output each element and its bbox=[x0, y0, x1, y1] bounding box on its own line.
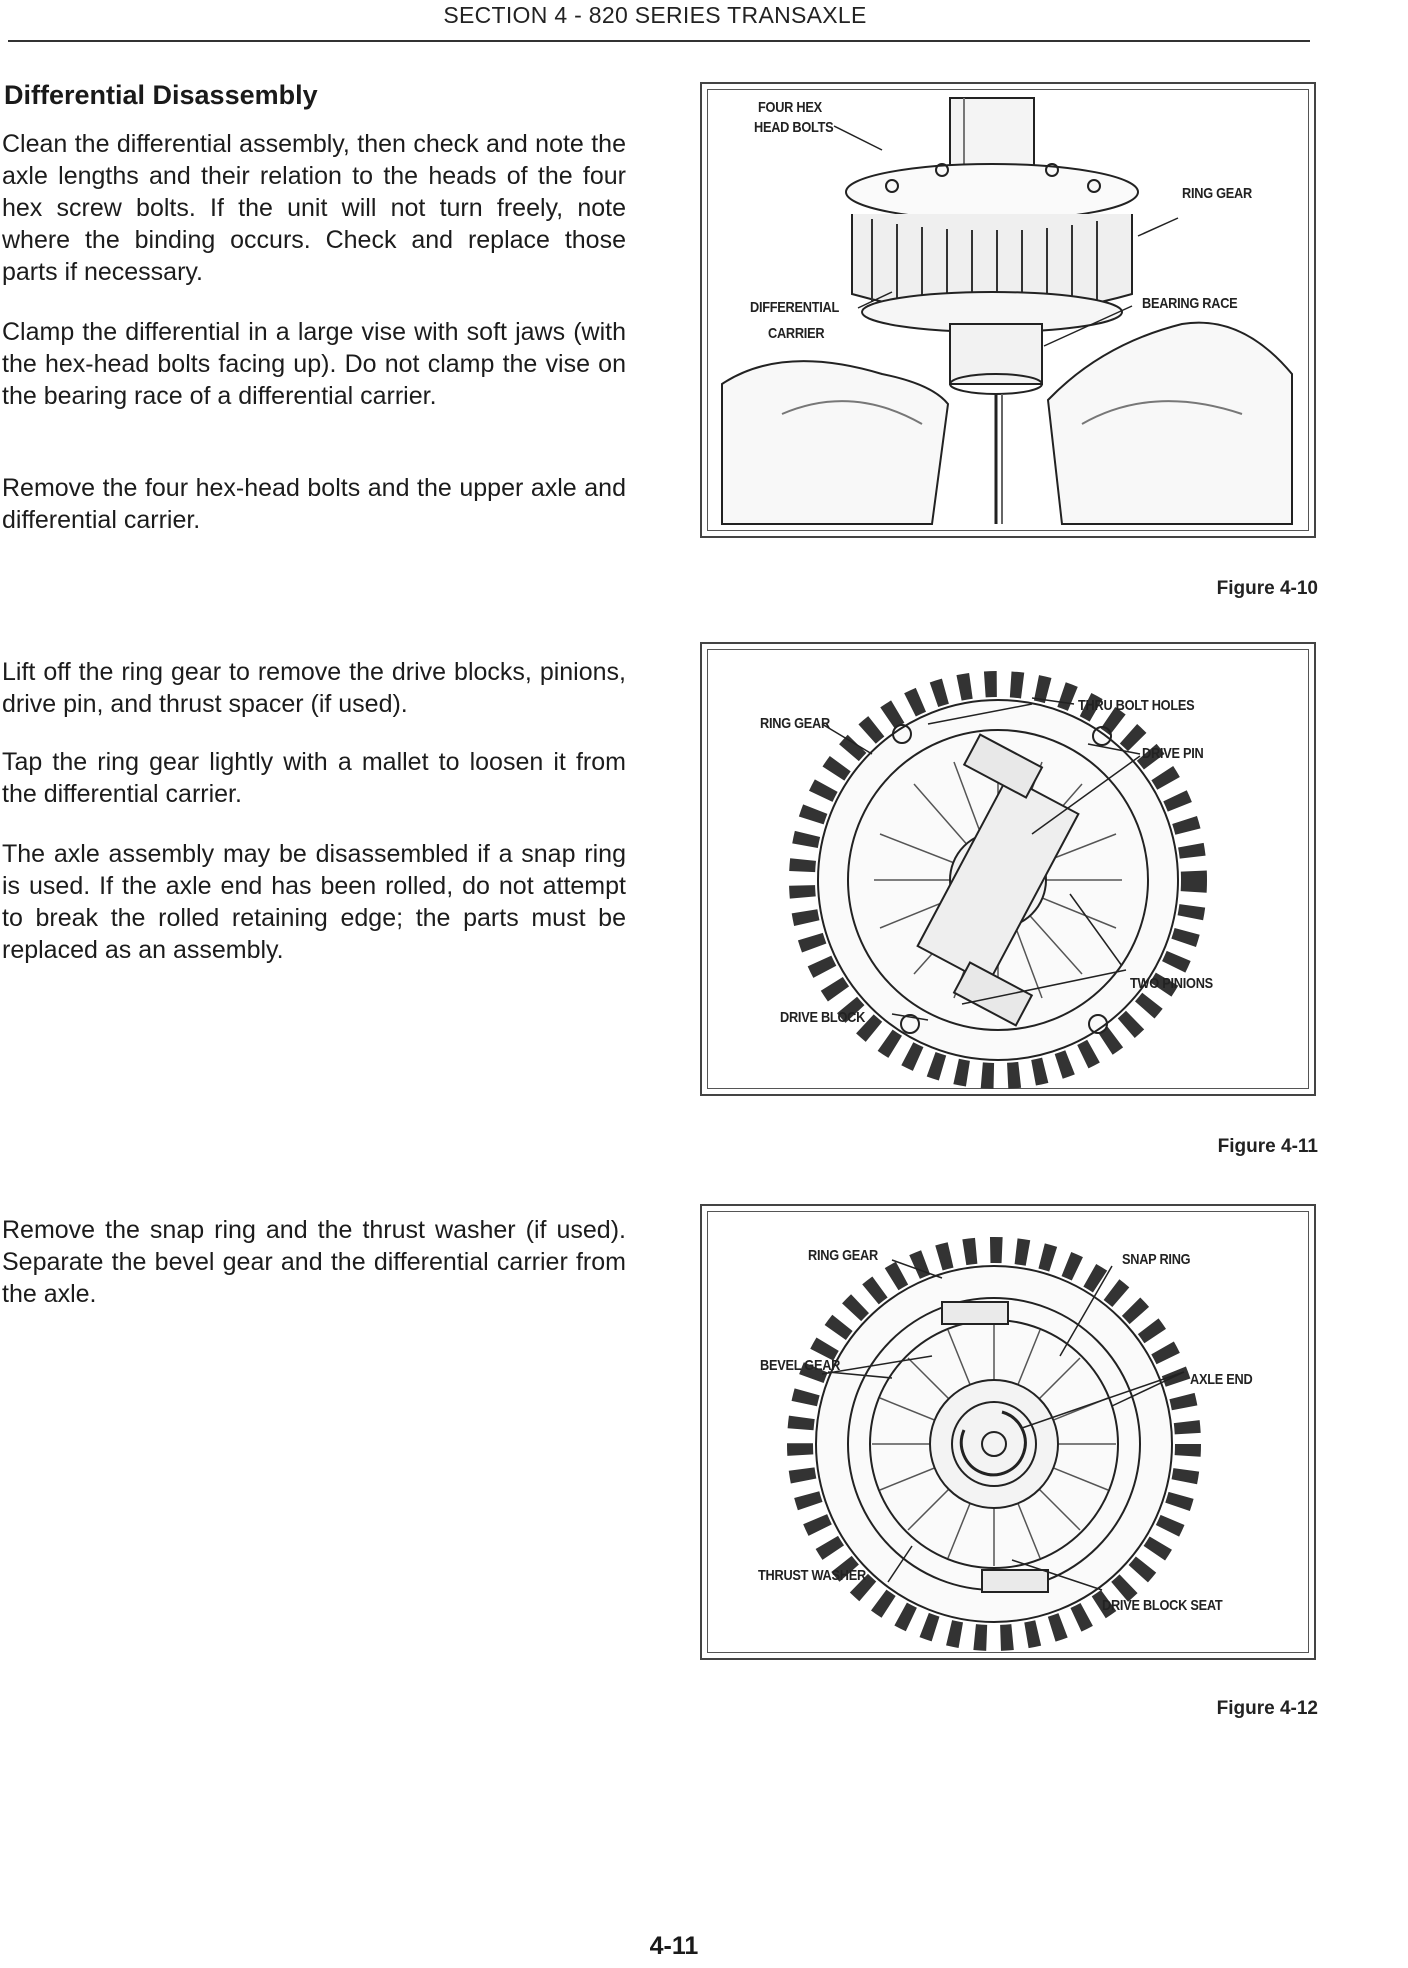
label-drive-block: DRIVE BLOCK bbox=[780, 1009, 866, 1026]
figure-4-10 bbox=[700, 82, 1316, 538]
paragraph-remove-bolts: Remove the four hex-head bolts and the upper axle and differential carrier. bbox=[2, 474, 626, 534]
paragraph-clean-assembly: Clean the differential assembly, then check and note the axle lengths and their relation to the heads of the four hex screw bolts. If the unit will not turn freely, note where the binding occurs. Check and replace those parts if necessary. bbox=[2, 130, 626, 286]
label-thrust-washer: THRUST WASHER bbox=[758, 1567, 866, 1584]
header-rule bbox=[8, 40, 1310, 42]
label-drive-pin: DRIVE PIN bbox=[1142, 745, 1204, 762]
section-title: SECTION 4 - 820 SERIES TRANSAXLE bbox=[443, 2, 867, 28]
label-differential: DIFFERENTIAL bbox=[750, 299, 840, 316]
label-bearing-race: BEARING RACE bbox=[1142, 295, 1238, 312]
label-bevel-gear: BEVEL GEAR bbox=[760, 1357, 841, 1374]
figure-4-10-caption: Figure 4-10 bbox=[1216, 578, 1318, 599]
label-thru-bolt-holes: THRU BOLT HOLES bbox=[1078, 697, 1195, 714]
section-heading: Differential Disassembly bbox=[4, 80, 318, 110]
label-drive-block-seat: DRIVE BLOCK SEAT bbox=[1102, 1597, 1223, 1614]
page-header bbox=[0, 0, 1310, 52]
paragraph-axle-assembly: The axle assembly may be disassembled if a snap ring is used. If the axle end has been rolled, do not attempt to break the rolled retaining edge; the parts must be replaced as an assembly. bbox=[2, 840, 626, 964]
figure-4-11 bbox=[700, 642, 1316, 1096]
label-snap-ring: SNAP RING bbox=[1122, 1251, 1191, 1268]
label-axle-end: AXLE END bbox=[1190, 1371, 1253, 1388]
bevel-gear-snap-ring-illustration bbox=[702, 1206, 1314, 1658]
label-carrier: CARRIER bbox=[768, 325, 825, 342]
figure-4-12 bbox=[700, 1204, 1316, 1660]
figure-4-11-caption: Figure 4-11 bbox=[1217, 1136, 1318, 1157]
paragraph-remove-snap-ring: Remove the snap ring and the thrust washer (if used). Separate the bevel gear and the differential carrier from the axle. bbox=[2, 1216, 626, 1308]
label-ring-gear: RING GEAR bbox=[760, 715, 830, 732]
label-ring-gear: RING GEAR bbox=[808, 1247, 878, 1264]
paragraph-clamp-vise: Clamp the differential in a large vise with soft jaws (with the hex-head bolts facing up). Do not clamp the vise on the bearing race of a differential carrier. bbox=[2, 318, 626, 410]
page-number: 4-11 bbox=[649, 1932, 699, 1960]
label-head-bolts: HEAD BOLTS bbox=[754, 119, 834, 136]
label-ring-gear: RING GEAR bbox=[1182, 185, 1252, 202]
paragraph-tap-ring-gear: Tap the ring gear lightly with a mallet to loosen it from the differential carrier. bbox=[2, 748, 626, 808]
label-two-pinions: TWO PINIONS bbox=[1130, 975, 1213, 992]
label-four-hex: FOUR HEX bbox=[758, 99, 822, 116]
figure-4-12-caption: Figure 4-12 bbox=[1216, 1698, 1318, 1719]
paragraph-lift-ring-gear: Lift off the ring gear to remove the drive blocks, pinions, drive pin, and thrust spacer (if used). bbox=[2, 658, 626, 718]
